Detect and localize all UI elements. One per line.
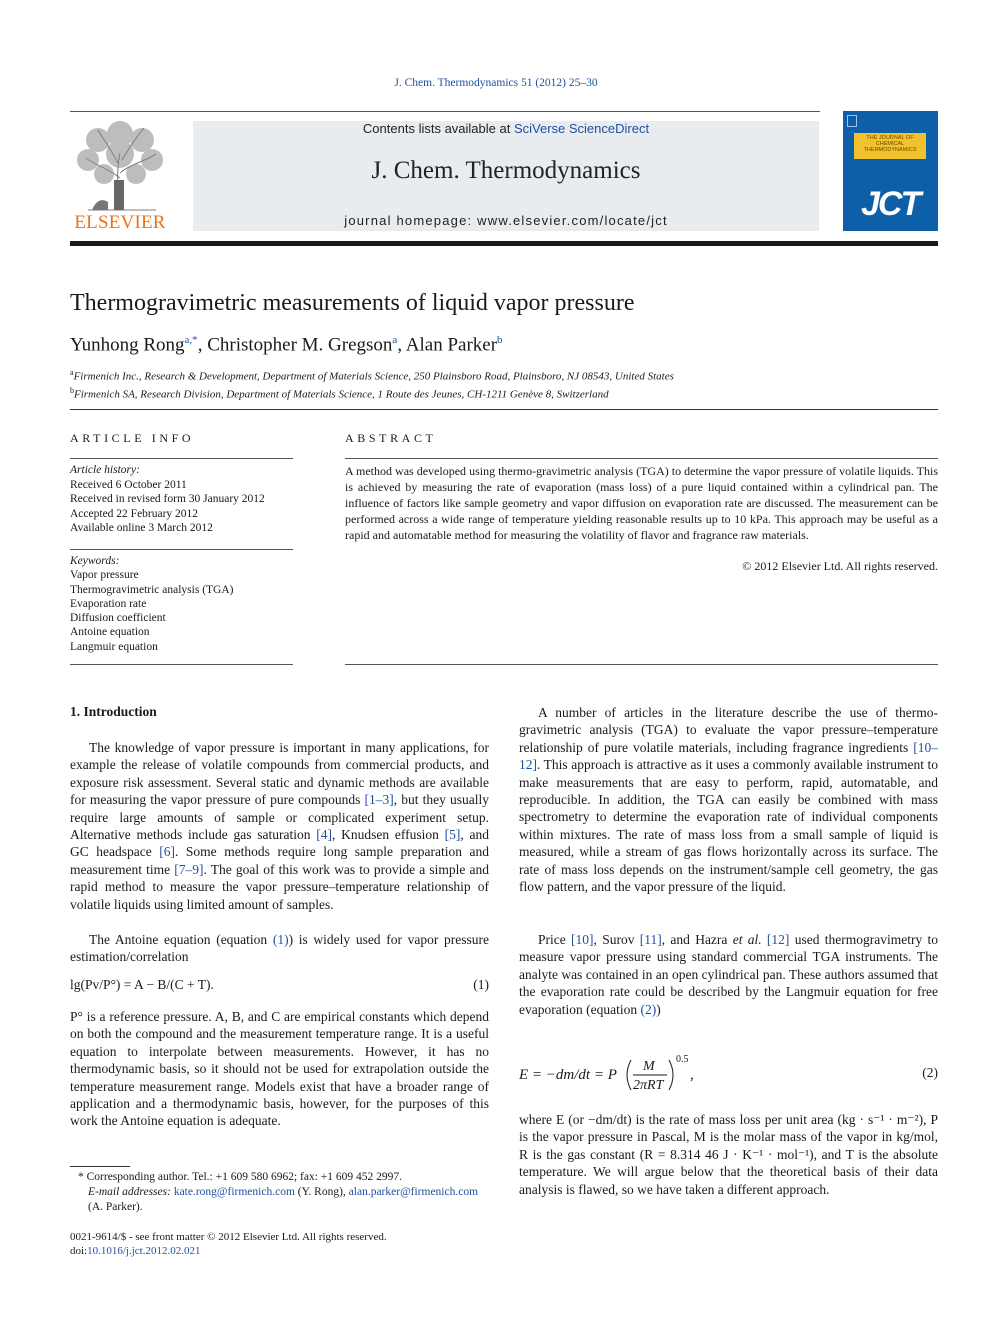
affiliation [70, 384, 674, 402]
text: (A. Parker). [88, 1201, 143, 1213]
text: , but they usually require large amounts of sample or complicated experiment setup. Alternative methods include gas saturation [70, 792, 489, 843]
text: ) [656, 1001, 661, 1017]
paragraph [70, 739, 489, 913]
footnote [70, 1170, 489, 1215]
author-name: Christopher M. Gregson [207, 334, 393, 356]
author-name: Yunhong Rong [70, 334, 185, 356]
langmuir-equation [519, 1050, 719, 1100]
svg-text:,: , [690, 1067, 694, 1083]
article-info-rule [70, 664, 293, 665]
citation-link[interactable]: [10–12] [519, 739, 938, 773]
keyword: Vapor pressure [70, 569, 139, 582]
homepage-url[interactable]: www.elsevier.com/locate/jct [477, 213, 668, 228]
equation-link[interactable]: (2) [640, 1001, 657, 1017]
paragraph: where E (or −dm/dt) is the rate of mass loss per unit area (kg · s⁻¹ · m⁻²), P is the vapor pressure in Pascal, M is the molar mass of the vapor in kg/mol, R is the gas constant (R = 8.314 46 J · K⁻¹ · mol⁻¹), and T is the absolute temperature. We will argue below that the theoretical basis of their data analysis is flawed, so we have taken a different approach. [519, 1112, 938, 1197]
article-title: Thermogravimetric measurements of liquid vapor pressure [70, 290, 635, 316]
citation-link[interactable]: [12] [766, 932, 790, 947]
paragraph [519, 704, 938, 895]
article-meta [70, 1230, 489, 1258]
doi-link[interactable]: 10.1016/j.jct.2012.02.021 [87, 1245, 201, 1257]
section-rule [70, 409, 938, 410]
history-item: Received in revised form 30 January 2012 [70, 493, 265, 505]
text: The Antoine equation (equation [89, 932, 273, 947]
author-affil-mark[interactable]: a [392, 334, 398, 346]
text: (Y. Rong), [294, 1186, 349, 1198]
contents-line [193, 121, 819, 136]
abstract-rule [345, 458, 938, 459]
citation-link[interactable]: [11] [639, 932, 662, 947]
affiliation-mark: a [70, 368, 74, 377]
text: The knowledge of vapor pressure is important in many applications, for example the release of volatile compounds from commercial products, and exposure risk assessment. Several static and dynamic methods are available for measuring the vapor pressure of pure compounds [70, 740, 489, 808]
cover-title: THE JOURNAL OF CHEMICAL THERMODYNAMICS [854, 133, 926, 159]
keywords-label: Keywords: [70, 555, 120, 567]
journal-homepage [193, 213, 819, 228]
email-link[interactable]: alan.parker@firmenich.com [348, 1186, 479, 1198]
text: Price [538, 932, 572, 947]
history-item: Available online 3 March 2012 [70, 522, 213, 534]
corresponding-author: * Corresponding author. Tel.: +1 609 580 6962; fax: +1 609 452 2997. [78, 1171, 403, 1183]
doi-label: doi: [70, 1245, 88, 1257]
abstract-text: A method was developed using thermo-gravimetric analysis (TGA) to determine the vapor pressure of volatile liquids. This is achieved by measuring the rate of evaporation (mass loss) of a pure liquid contained within a cylindrical pan. The influence of factors like sample geometry and vapor diffusion on evaporation rate are discussed. The measurement can be performed across a wide range of temperature yielding reasonable results up to 10 kPa. This approach may be useful as a rapid and automatable method for measuring the volatility of flavor and fragrance raw materials. [345, 464, 938, 542]
author-name: Alan Parker [405, 334, 498, 356]
issn-line: 0021-9614/$ - see front matter © 2012 Elsevier Ltd. All rights reserved. [70, 1231, 387, 1243]
email-link[interactable]: kate.rong@firmenich.com [173, 1186, 295, 1198]
text: , Surov [593, 932, 640, 947]
citation-link[interactable]: [5] [444, 827, 461, 843]
elsevier-wordmark: ELSEVIER [74, 212, 166, 233]
citation-link[interactable]: [6] [159, 844, 176, 860]
cover-abbreviation: JCT [861, 185, 920, 223]
keyword: Evaporation rate [70, 597, 147, 610]
keyword: Antoine equation [70, 626, 150, 639]
keyword: Diffusion coefficient [70, 612, 166, 625]
journal-name: J. Chem. Thermodynamics [371, 157, 641, 184]
article-history [70, 463, 293, 536]
equation-2 [519, 1050, 938, 1100]
homepage-prefix: journal homepage: [344, 213, 478, 228]
text: . This approach is attractive as it uses a commonly available instrument to make measurements that are easy to perform, rapid, automatable, and reproducible. In addition, the TGA can easily be combined with mass spectrometry to determine the evaporation rate of individual components within mixtures. The rate of mass loss from a small sample of liquid is measured, while a stream of gas flows horizontally across its surface. The rate of mass loss depends on the instrument/sample cell geometry, the gas flow pattern, and the vapor pressure of the liquid. [519, 757, 938, 895]
section-heading-introduction: 1. Introduction [70, 704, 157, 719]
citation-link[interactable]: [4] [316, 827, 332, 843]
equation-1-body: lg(Pv/P°) = A − B/(C + T). [70, 977, 214, 992]
paragraph [519, 931, 938, 1018]
text: , and GC headspace [70, 827, 489, 860]
citation-link[interactable]: [10] [571, 932, 594, 947]
contents-prefix: Contents lists available at [362, 121, 514, 136]
text: A number of articles in the literature describe the use of thermo-gravimetric analysis (TGA) to evaluate the vapor pressure–temperature relationship of pure volatile materials, including fragrance ingredients [519, 705, 938, 755]
article-info-heading: ARTICLE INFO [70, 431, 195, 445]
sciencedirect-link[interactable]: SciVerse ScienceDirect [513, 121, 650, 136]
svg-text:0.5: 0.5 [676, 1054, 689, 1065]
svg-text:M: M [643, 1059, 655, 1074]
text: , Knudsen effusion [331, 827, 445, 843]
text: used thermogravimetry to measure vapor pressure using standard commercial TGA instruments. The analyte was contained in an open cylindrical pan. These authors assumed that the evaporation rate could be described by the Langmuir equation for free evaporation (equation [519, 932, 938, 1017]
keyword: Thermogravimetric analysis (TGA) [70, 583, 234, 596]
header-thick-rule [70, 241, 938, 246]
citation-link[interactable]: [7–9] [174, 861, 204, 877]
paragraph: P° is a reference pressure. A, B, and C are empirical constants which depend on both the compound and the measurement temperature range. It is a useful equation to interpolate between measurements. However, it has no thermodynamic basis, so it should not be used for extrapolation outside the temperature measurement range. Models exist that have a broader range of application and a thermodynamic basis, however, for the purposes of this work the Antoine equation is adequate. [70, 1009, 489, 1129]
text: , and Hazra [661, 932, 733, 947]
svg-text:E = −dm/dt = P: E = −dm/dt = P [519, 1067, 617, 1083]
keywords [70, 554, 293, 654]
header-rule [70, 111, 820, 112]
affiliations [70, 366, 674, 402]
author-list: Yunhong Rong$^{a,*}$, Christopher M. Gregson$^a$, Alan Parker$^b$ [70, 334, 503, 356]
text: . The goal of this work was to provide a simple and rapid method to measure the vapor pressure–temperature relationship of volatile liquids using limited amount of samples. [70, 861, 489, 912]
text: et al. [732, 932, 762, 947]
email-label: E-mail addresses: [88, 1186, 174, 1198]
article-info-rule [70, 549, 293, 550]
author-affil-mark[interactable]: b [497, 334, 503, 346]
email-addresses [70, 1185, 489, 1215]
affiliation-text: Firmenich SA, Research Division, Department of Materials Science, 1 Route des Jeunes, CH-1211 Genève 8, Switzerland [74, 388, 609, 401]
affiliation [70, 366, 674, 384]
equation-link[interactable]: (1) [272, 932, 289, 947]
copyright: © 2012 Elsevier Ltd. All rights reserved. [742, 559, 938, 573]
author-affil-mark[interactable]: a,* [184, 334, 198, 346]
text: ) is widely used for vapor pressure estimation/correlation [70, 932, 489, 965]
doi-line [70, 1244, 489, 1258]
affiliation-mark: b [70, 386, 74, 396]
paragraph [70, 931, 489, 966]
affiliation-text: Firmenich Inc., Research & Development, Department of Materials Science, 250 Plainsboro Road, Plainsboro, NJ 08543, United States [73, 370, 674, 383]
journal-cover [843, 111, 938, 231]
abstract-heading: ABSTRACT [345, 431, 437, 445]
history-item: Accepted 22 February 2012 [70, 507, 199, 520]
history-item: Received 6 October 2011 [70, 478, 187, 491]
journal-citation[interactable]: J. Chem. Thermodynamics 51 (2012) 25–30 [394, 77, 598, 89]
keyword: Langmuir equation [70, 640, 158, 653]
text: . Some methods require long sample preparation and measurement time [70, 844, 489, 877]
abstract-rule [345, 664, 938, 665]
footnote-rule [70, 1166, 130, 1167]
equation-number: (2) [922, 1065, 938, 1080]
equation-number: (1) [473, 977, 489, 992]
history-label: Article history: [70, 464, 140, 476]
svg-text:2πRT: 2πRT [633, 1078, 664, 1093]
citation-link[interactable]: [1–3] [364, 792, 394, 808]
article-info-rule [70, 458, 293, 459]
equation-1 [70, 977, 489, 993]
cover-elsevier-mark [847, 115, 857, 127]
